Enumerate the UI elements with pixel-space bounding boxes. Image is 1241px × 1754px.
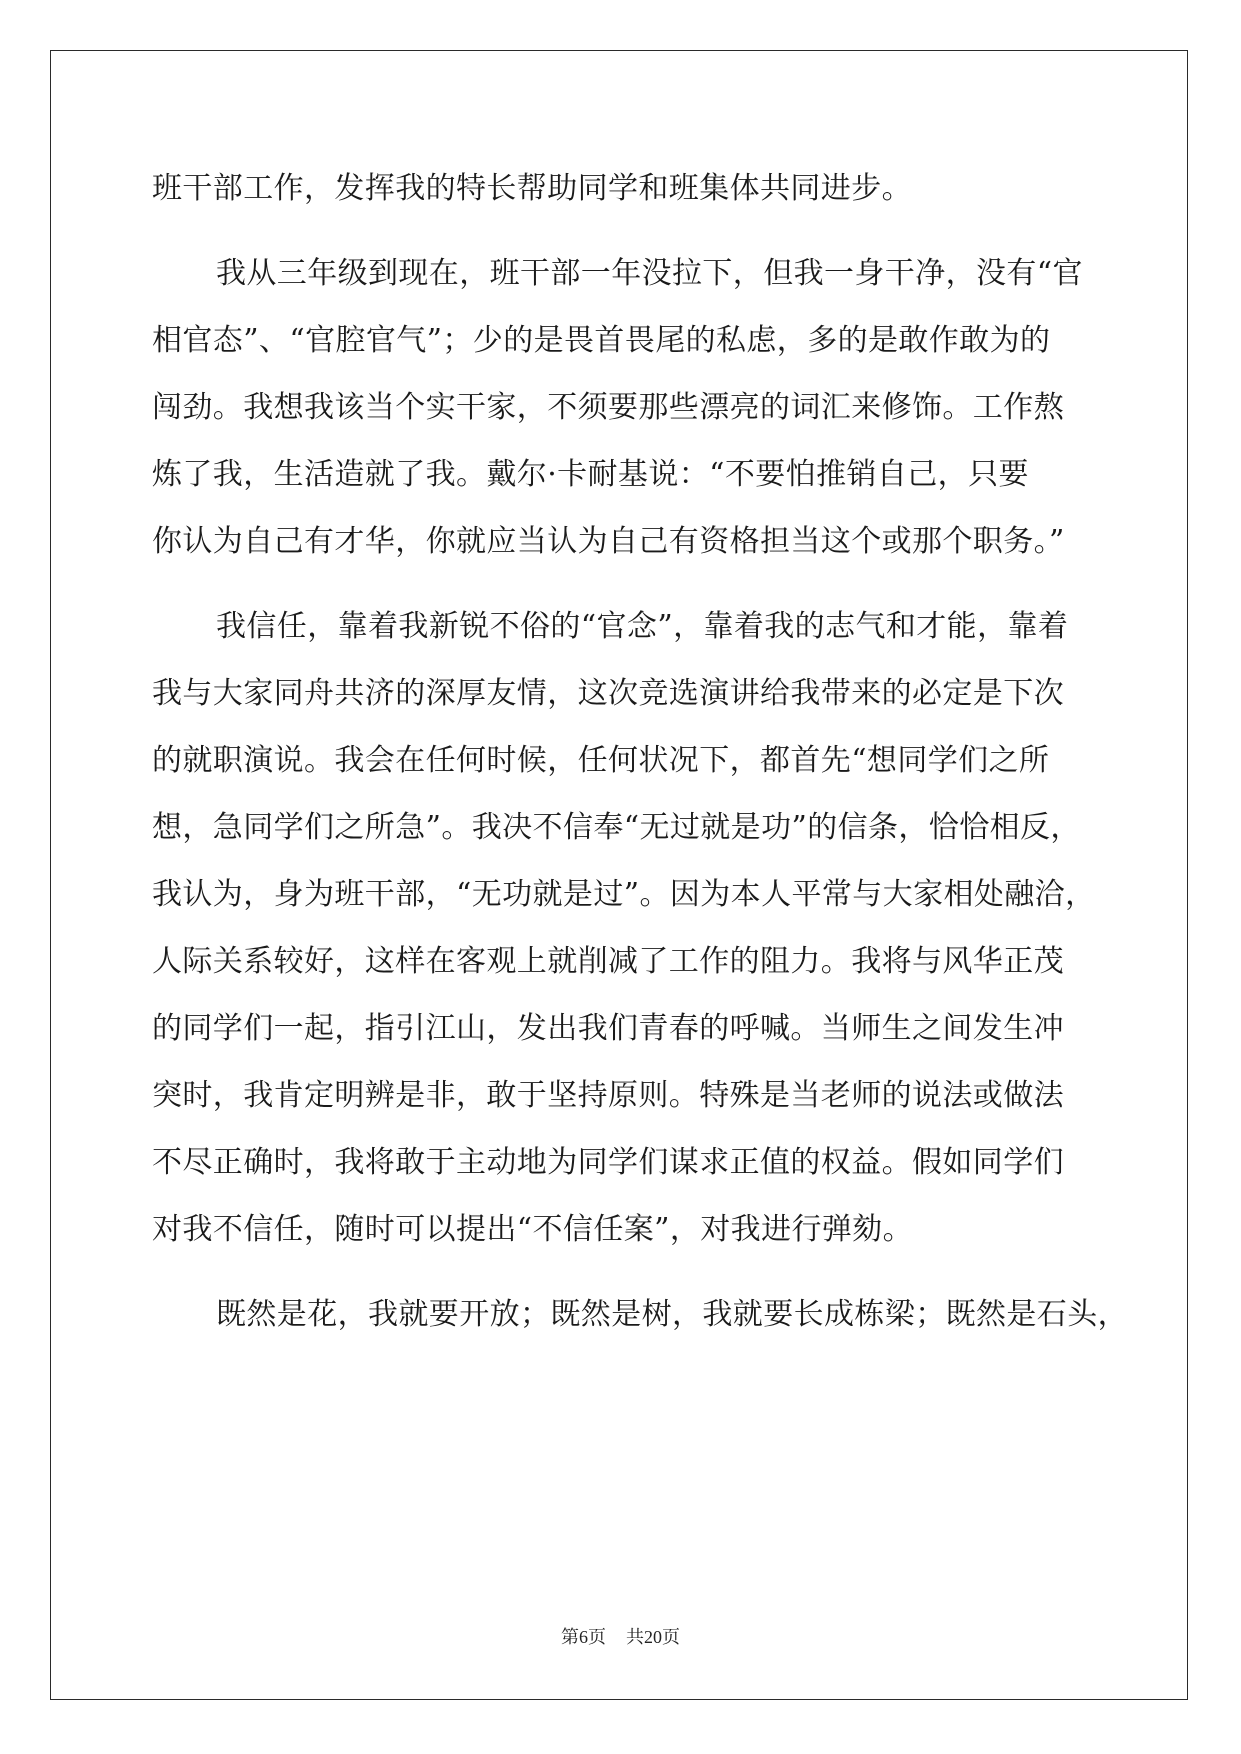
text-line: 炼了我，生活造就了我。戴尔·卡耐基说：“不要怕推销自己，只要	[152, 457, 1029, 492]
text-line: 我与大家同舟共济的深厚友情，这次竞选演讲给我带来的必定是下次	[152, 676, 1064, 711]
paragraph	[152, 1281, 1128, 1348]
text-line: 我信任，靠着我新锐不俗的“官念”，靠着我的志气和才能，靠着	[216, 609, 1069, 644]
text-line: 的同学们一起，指引江山，发出我们青春的呼喊。当师生之间发生冲	[152, 1011, 1064, 1046]
page-footer	[0, 1623, 1241, 1649]
text-line: 你认为自己有才华，你就应当认为自己有资格担当这个或那个职务。”	[152, 524, 1065, 559]
text-line: 的就职演说。我会在任何时候，任何状况下，都首先“想同学们之所	[152, 743, 1050, 778]
page-number: 第6页	[561, 1627, 606, 1647]
paragraph	[152, 155, 1092, 222]
text-line: 想，急同学们之所急”。我决不信奉“无过就是功”的信条，恰恰相反，	[152, 810, 1081, 845]
text-line: 闯劲。我想我该当个实干家，不须要那些漂亮的词汇来修饰。工作熬	[152, 390, 1064, 425]
paragraph	[152, 240, 1092, 575]
text-line: 既然是花，我就要开放；既然是树，我就要长成栋梁；既然是石头，	[216, 1297, 1128, 1332]
text-line: 相官态”、“官腔官气”；少的是畏首畏尾的私虑，多的是敢作敢为的	[152, 323, 1051, 358]
text-line: 人际关系较好，这样在客观上就削减了工作的阻力。我将与风华正茂	[152, 944, 1064, 979]
text-line: 我认为，身为班干部，“无功就是过”。因为本人平常与大家相处融洽，	[152, 877, 1096, 912]
paragraph	[152, 593, 1096, 1263]
text-line: 班干部工作，发挥我的特长帮助同学和班集体共同进步。	[152, 171, 912, 206]
text-line: 我从三年级到现在，班干部一年没拉下，但我一身干净，没有“官	[216, 256, 1083, 291]
page-total: 共20页	[626, 1627, 680, 1647]
text-line: 突时，我肯定明辨是非，敢于坚持原则。特殊是当老师的说法或做法	[152, 1078, 1064, 1113]
document-body	[152, 155, 1128, 1348]
text-line: 对我不信任，随时可以提出“不信任案”，对我进行弹劾。	[152, 1212, 914, 1247]
text-line: 不尽正确时，我将敢于主动地为同学们谋求正值的权益。假如同学们	[152, 1145, 1064, 1180]
